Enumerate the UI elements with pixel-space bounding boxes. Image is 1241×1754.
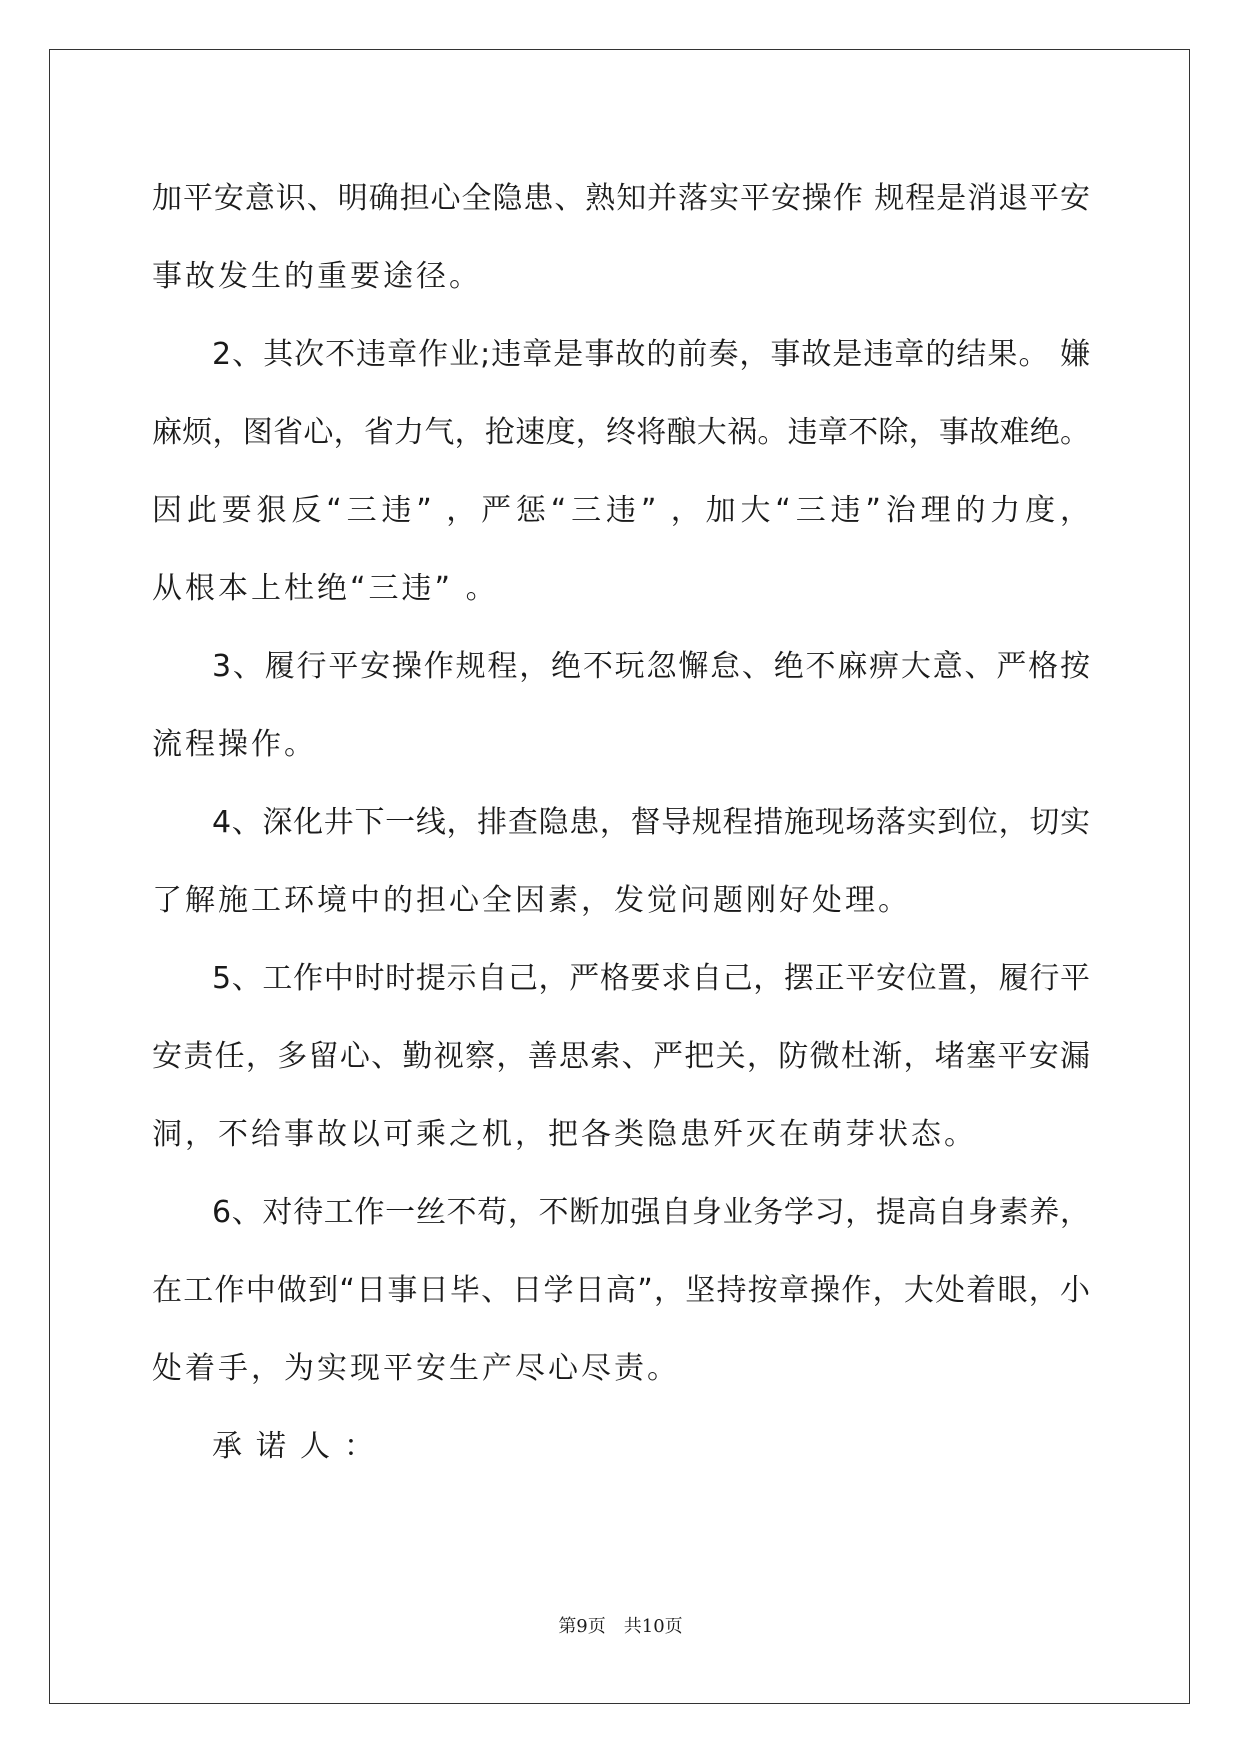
page-total: 共10页 bbox=[623, 1616, 683, 1637]
text-line: 流程操作。 bbox=[152, 727, 317, 762]
text-line: 从根本上杜绝“三违” 。 bbox=[152, 571, 499, 606]
text-line: 了解施工环境中的担心全因素，发觉问题刚好处理。 bbox=[152, 883, 911, 918]
page-footer bbox=[0, 1612, 1241, 1638]
paragraph-4-start: 4、深化井下一线，排查隐患，督导规程措施现场落实到位，切实 bbox=[212, 805, 1090, 840]
text-line: 在工作中做到“日事日毕、日学日高”，坚持按章操作，大处着眼，小 bbox=[152, 1273, 1090, 1308]
text-line: 事故发生的重要途径。 bbox=[152, 259, 482, 294]
text-line: 洞，不给事故以可乘之机，把各类隐患歼灭在萌芽状态。 bbox=[152, 1117, 977, 1152]
text-line: 麻烦，图省心，省力气，抢速度，终将酿大祸。违章不除，事故难绝。 bbox=[152, 415, 1090, 450]
text-line: 因此要狠反“三违” ，严惩“三违” ，加大“三违”治理的力度， bbox=[152, 493, 1090, 528]
text-line: 处着手，为实现平安生产尽心尽责。 bbox=[152, 1351, 680, 1386]
signer-label: 承诺人： bbox=[212, 1429, 388, 1464]
text-line: 加平安意识、明确担心全隐患、熟知并落实平安操作 规程是消退平安 bbox=[152, 181, 1090, 216]
paragraph-3-start: 3、履行平安操作规程，绝不玩忽懈怠、绝不麻痹大意、严格按 bbox=[212, 649, 1090, 684]
text-line: 安责任，多留心、勤视察，善思索、严把关，防微杜渐，堵塞平安漏 bbox=[152, 1039, 1090, 1074]
paragraph-5-start: 5、工作中时时提示自己，严格要求自己，摆正平安位置，履行平 bbox=[212, 961, 1090, 996]
paragraph-2-start: 2、其次不违章作业;违章是事故的前奏，事故是违章的结果。 嫌 bbox=[212, 337, 1090, 372]
page-number: 第9页 bbox=[558, 1616, 606, 1637]
document-body bbox=[152, 160, 1090, 1486]
paragraph-6-start: 6、对待工作一丝不苟，不断加强自身业务学习，提高自身素养， bbox=[212, 1195, 1090, 1230]
